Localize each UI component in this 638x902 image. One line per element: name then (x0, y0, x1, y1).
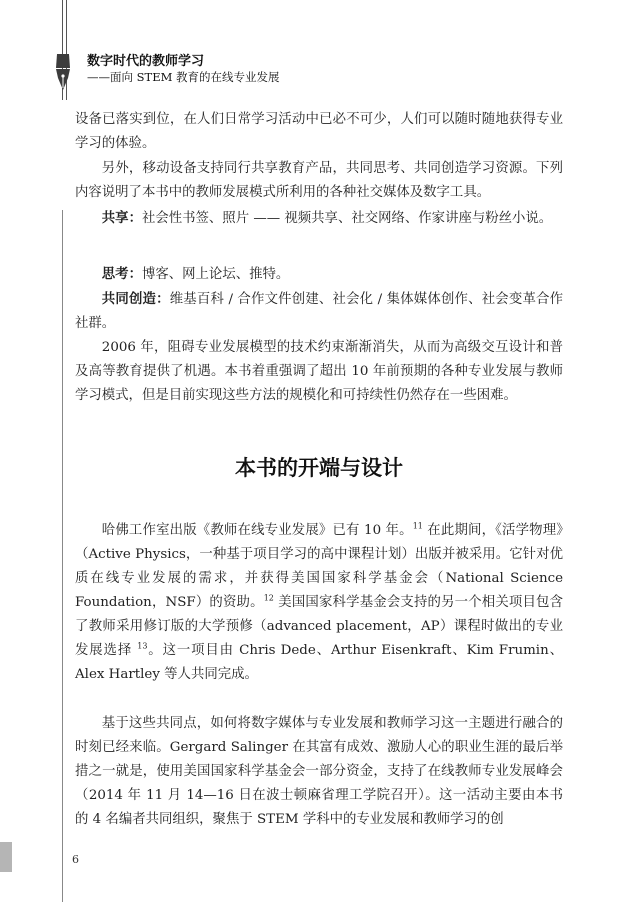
term-cocreate: 共同创造： (101, 291, 170, 307)
paragraph-origins: 哈佛工作室出版《教师在线专业发展》已有 10 年。$^{11}$ 在此期间，《活学物理》（Active Physics，一种基于项目学习的高中课程计划）出版并被采用。它针对优质在线专业发展的需求，并获得美国国家科学基金会（National Science Foundation，NSF）的资助。$^{12}$ 美国国家科学基金会支持的另一个相关项目包含了教师采用修订版的大学预修（advanced placement，AP）课程时做出的专业发展选择 $^{13}$。这一项目由 Chris Dede、Arthur Eisenkraft、Kim Frumin、Alex Hartley 等人共同完成。 (75, 521, 563, 682)
list-item-share (75, 206, 563, 231)
running-header-subtitle: ——面向 STEM 教育的在线专业发展 (87, 70, 280, 84)
term-think: 思考： (101, 266, 142, 282)
paragraph-mobile-sharing: 另外，移动设备支持同行共享教育产品，共同思考、共同创造学习资源。下列内容说明了本书中的教师发展模式所利用的各种社交媒体及数字工具。 (75, 161, 563, 200)
paragraph-summit: 基于这些共同点，如何将数字媒体与专业发展和教师学习这一主题进行融合的时刻已经来临。Gergard Salinger 在其富有成效、激励人心的职业生涯的最后举措之一就是，使用美国国家科学基金会一部分资金，支持了在线教师专业发展峰会（2014 年 11 月 14—16 日在波士顿麻省理工学院召开）。这一活动主要由本书的 4 名编者共同组织，聚焦于 STEM 学科中的专业发展和教师学习的创 (75, 716, 563, 827)
gutter-line-lower (62, 210, 63, 902)
list-item-cocreate (75, 287, 563, 336)
definition-share: 社会性书签、照片 —— 视频共享、社交网络、作家讲座与粉丝小说。 (141, 211, 553, 226)
list-item-think (75, 262, 563, 287)
page-edge-tab (0, 842, 12, 872)
footnote-ref-13: 13 (137, 641, 148, 651)
term-share: 共享： (101, 210, 142, 226)
footnote-ref-11: 11 (412, 521, 423, 531)
paragraph-devices: 设备已落实到位，在人们日常学习活动中已必不可少，人们可以随时随地获得专业学习的体验。 (75, 112, 563, 151)
definition-cocreate: 维基百科 / 合作文件创建、社会化 / 集体媒体创作、社会变革合作社群。 (75, 292, 563, 331)
fountain-pen-icon (53, 54, 73, 94)
footnote-ref-12: 12 (263, 593, 274, 603)
page-number: 6 (72, 853, 79, 866)
paragraph-2006: 2006 年，阻碍专业发展模型的技术约束渐渐消失，从而为高级交互设计和普及高等教育提供了机遇。本书着重强调了超出 10 年前预期的各种专业发展与教师学习模式，但是目前实现这些方法的规模化和可持续性仍然存在一些困难。 (75, 340, 563, 403)
section-heading: 本书的开端与设计 (235, 455, 403, 480)
definition-think: 博客、网上论坛、推特。 (141, 267, 290, 282)
running-header-title: 数字时代的教师学习 (87, 54, 205, 69)
